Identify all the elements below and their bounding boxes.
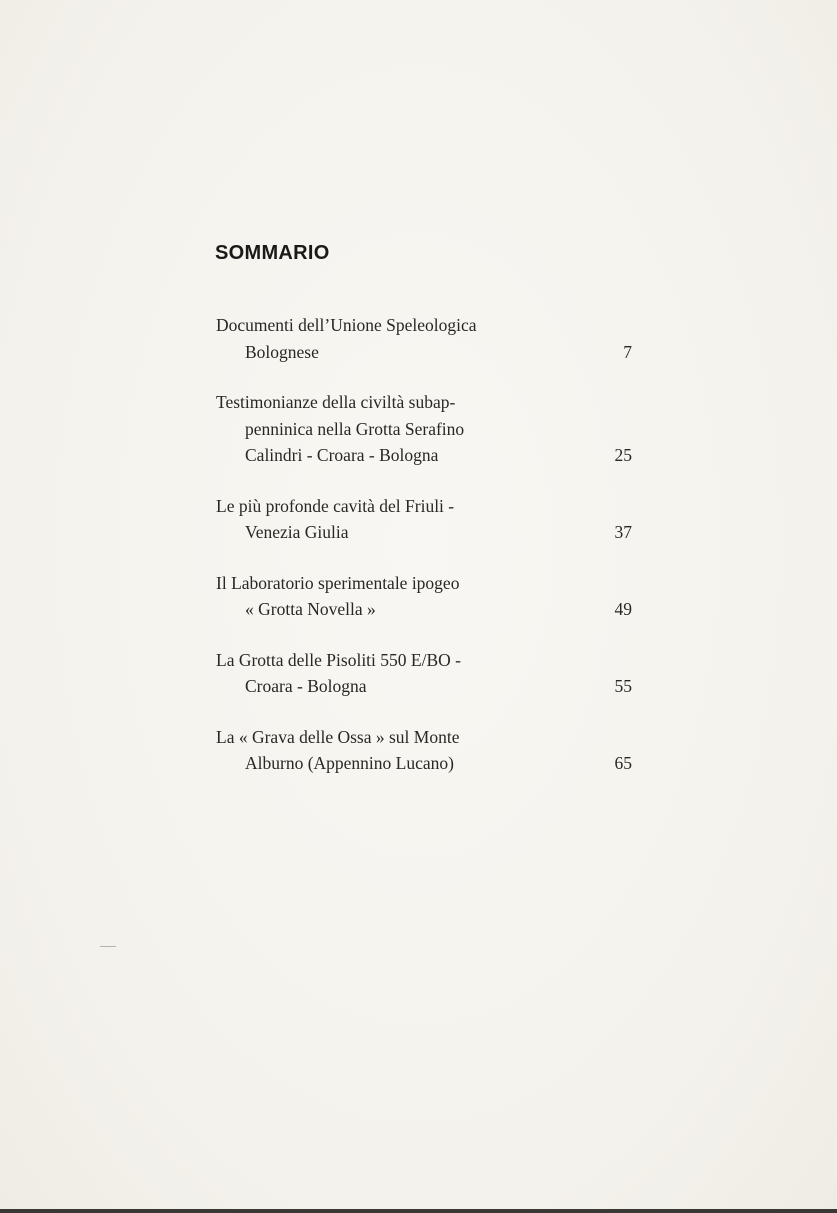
toc-entry — [216, 647, 632, 700]
toc-entry-page-number: 37 — [614, 522, 632, 542]
page-title: SOMMARIO — [215, 242, 330, 264]
toc-entry-page-number: 65 — [614, 753, 632, 773]
toc-entry — [216, 493, 632, 546]
toc-entry-title-line: La Grotta delle Pisoliti 550 E/BO - — [216, 649, 461, 670]
toc-entry-title-line: Croara - Bologna — [245, 676, 367, 696]
toc-entry-page-number: 49 — [614, 599, 632, 619]
toc-entry-title-line: penninica nella Grotta Serafino — [245, 418, 465, 439]
table-of-contents — [216, 312, 632, 777]
paper-mark — [100, 946, 116, 947]
toc-entry-title-line: « Grotta Novella » — [245, 599, 376, 619]
toc-entry-title-line: Il Laboratorio sperimentale ipogeo — [216, 572, 460, 593]
toc-entry-title-line: La « Grava delle Ossa » sul Monte — [216, 726, 460, 747]
toc-entry-title-line: Testimonianze della civiltà subap- — [216, 392, 456, 412]
toc-entry — [216, 389, 632, 469]
toc-entry — [216, 724, 632, 777]
toc-entry — [216, 312, 632, 365]
toc-entry-title-line: Alburno (Appennino Lucano) — [245, 753, 454, 773]
toc-entry-title-line: Venezia Giulia — [245, 522, 349, 542]
toc-entry-title-line: Le più profonde cavità del Friuli - — [216, 495, 455, 516]
toc-entry-page-number: 7 — [623, 341, 632, 362]
toc-entry-page-number: 25 — [614, 445, 632, 465]
toc-entry — [216, 570, 632, 623]
toc-entry-title-line: Documenti dell’Unione Speleologica — [216, 315, 477, 335]
toc-entry-page-number: 55 — [614, 676, 632, 696]
toc-entry-title-line: Bolognese — [245, 341, 319, 362]
page-bottom-edge — [0, 1209, 837, 1213]
toc-entry-title-line: Calindri - Croara - Bologna — [245, 445, 439, 465]
